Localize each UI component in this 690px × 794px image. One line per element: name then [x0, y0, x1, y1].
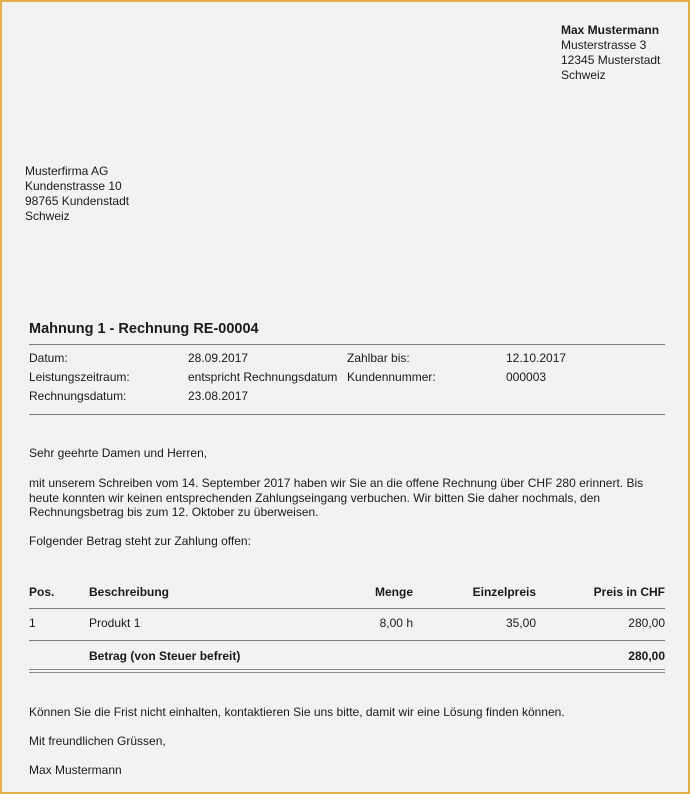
header-desc: Beschreibung: [89, 585, 170, 599]
sum-row: [29, 649, 665, 669]
zahlbar-value: 12.10.2017: [506, 351, 567, 365]
recipient-address: [25, 164, 129, 224]
recipient-city: 98765 Kundenstadt: [25, 194, 130, 208]
line-items-body: [29, 616, 665, 636]
header-divider: [29, 608, 665, 609]
rechnungsdatum-value: 23.08.2017: [188, 389, 249, 403]
row-unit: 35,00: [505, 616, 536, 630]
table-header: [29, 585, 665, 609]
sum-double-rule: [29, 669, 665, 673]
row-total: 280,00: [628, 616, 665, 630]
row-pos: 1: [29, 616, 36, 630]
sender-street: Musterstrasse 3: [561, 38, 647, 52]
letter-paragraph: [29, 476, 669, 520]
signature: Max Mustermann: [29, 763, 122, 777]
sender-city: 12345 Musterstadt: [561, 53, 661, 67]
header-pos: Pos.: [29, 585, 55, 599]
sender-name: Max Mustermann: [561, 23, 660, 37]
sum-value: 280,00: [628, 649, 665, 663]
kunde-value: 000003: [506, 370, 547, 384]
salutation: Sehr geehrte Damen und Herren,: [29, 446, 208, 460]
line-items-table: [29, 585, 665, 609]
zahlbar-label: Zahlbar bis:: [347, 351, 410, 365]
row-desc: Produkt 1: [89, 616, 141, 630]
meta-row: [29, 351, 665, 370]
datum-value: 28.09.2017: [188, 351, 249, 365]
leistung-label: Leistungszeitraum:: [29, 370, 130, 384]
paragraph-line: heute konnten wir keinen entsprechenden Zahlungseingang verbuchen. Wir bitten Sie daher nochmals, den: [29, 490, 601, 505]
sum-section: [29, 649, 665, 669]
amount-intro: Folgender Betrag steht zur Zahlung offen:: [29, 534, 251, 548]
regards: Mit freundlichen Grüssen,: [29, 734, 166, 748]
sender-address: [561, 23, 660, 83]
title-divider: [29, 344, 665, 345]
header-unit: Einzelpreis: [472, 585, 536, 599]
paragraph-line: mit unserem Schreiben vom 14. September 2017 haben wir Sie an die offene Rechnung über CHF 280 erinnert. Bis: [29, 476, 644, 490]
meta-row: [29, 389, 665, 408]
meta-row: [29, 370, 665, 389]
meta-divider: [29, 414, 665, 415]
document-title: Mahnung 1 - Rechnung RE-00004: [29, 321, 259, 337]
header-qty: Menge: [374, 585, 413, 599]
table-row: [29, 616, 665, 636]
invoice-meta: [29, 351, 665, 408]
datum-label: Datum:: [29, 351, 68, 365]
kunde-label: Kundennummer:: [347, 370, 436, 384]
recipient-company: Musterfirma AG: [25, 164, 109, 178]
leistung-value: entspricht Rechnungsdatum: [188, 370, 338, 384]
sender-country: Schweiz: [561, 68, 606, 82]
rechnungsdatum-label: Rechnungsdatum:: [29, 389, 127, 403]
row-qty: 8,00 h: [379, 616, 413, 630]
recipient-street: Kundenstrasse 10: [25, 179, 122, 193]
row-divider: [29, 640, 665, 641]
header-total: Preis in CHF: [593, 585, 665, 599]
recipient-country: Schweiz: [25, 209, 70, 223]
closing-note: Können Sie die Frist nicht einhalten, kontaktieren Sie uns bitte, damit wir eine Lösung finden können.: [29, 705, 565, 719]
sum-label: Betrag (von Steuer befreit): [89, 649, 241, 663]
paragraph-line: Rechnungsbetrag bis zum 12. Oktober zu überweisen.: [29, 505, 319, 519]
